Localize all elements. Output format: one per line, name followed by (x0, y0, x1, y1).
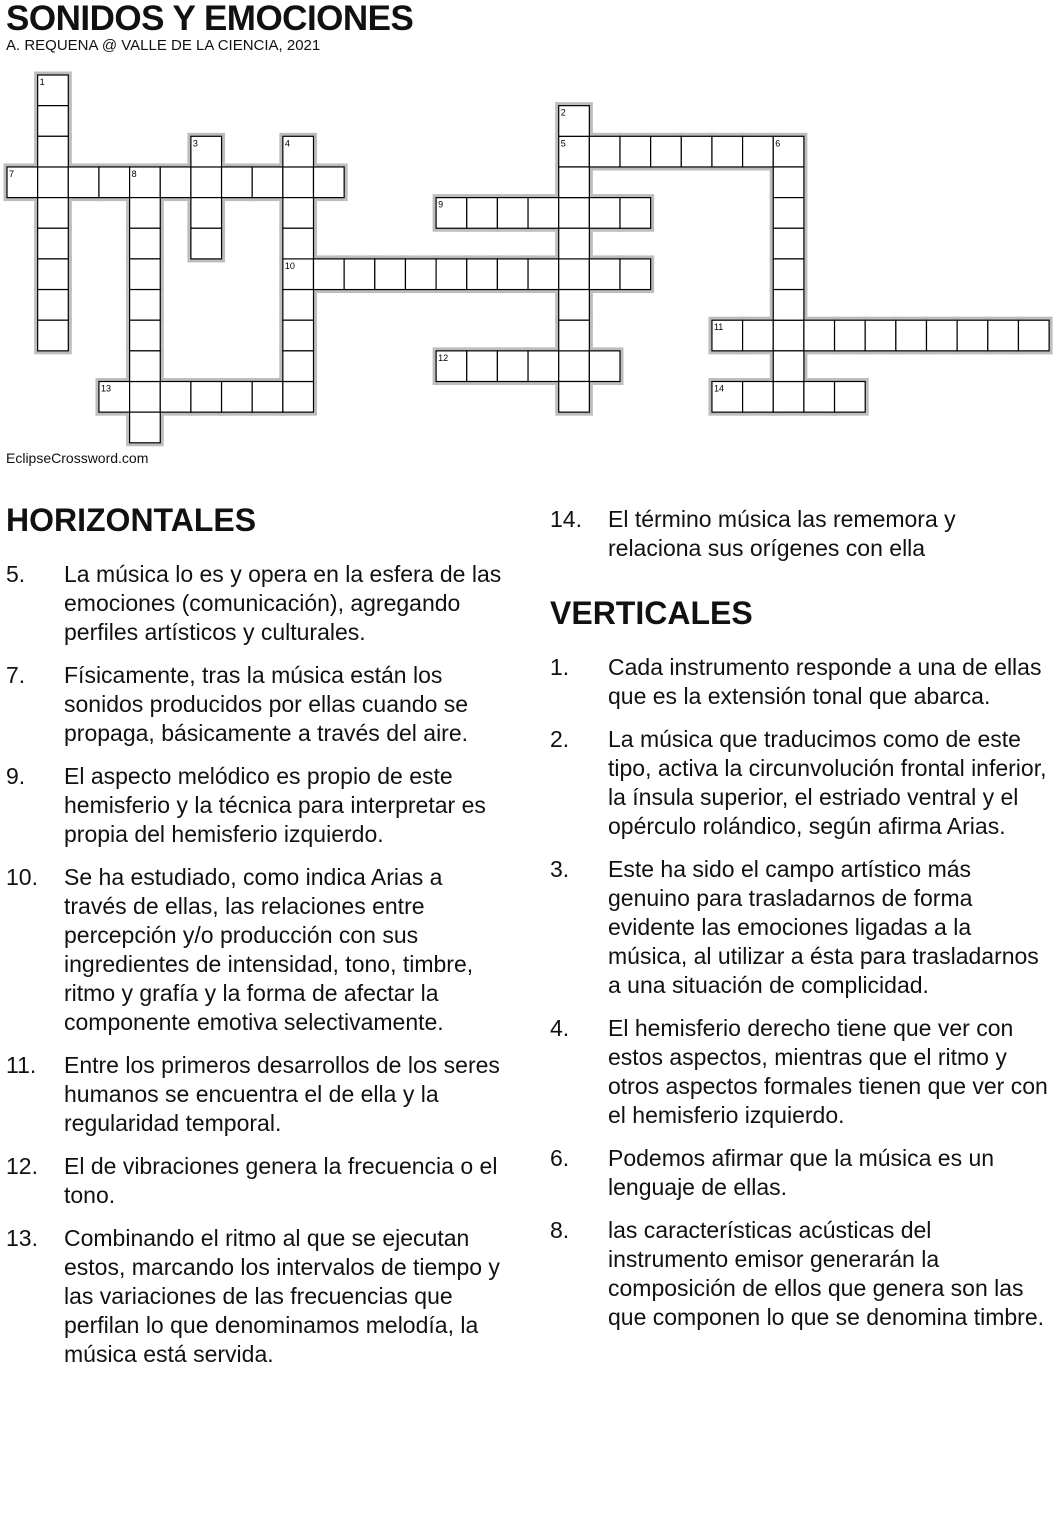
clue-text: las características acústicas del instrumento emisor generarán la composición de ellos que genera son las que componen lo que se denomina timbre. (608, 1217, 1045, 1330)
across-heading: HORIZONTALES (6, 502, 257, 538)
clue-number: 8. (550, 1217, 570, 1243)
crossword-cell[interactable] (467, 198, 498, 229)
down-heading: VERTICALES (550, 595, 753, 631)
crossword-cell[interactable] (589, 259, 620, 290)
crossword-cell[interactable] (130, 259, 161, 290)
across-clue (6, 1152, 506, 1210)
crossword-cell[interactable] (252, 382, 283, 413)
crossword-cell[interactable] (497, 259, 528, 290)
crossword-cell[interactable] (712, 136, 743, 167)
across-clue (6, 762, 506, 849)
cell-number: 3 (192, 138, 198, 149)
clue-number: 14. (550, 506, 582, 532)
clue-text: Podemos afirmar que la música es un lenguaje de ellas. (608, 1145, 995, 1200)
crossword-cell[interactable] (160, 382, 191, 413)
across-clue (6, 661, 506, 748)
crossword-cell[interactable] (497, 198, 528, 229)
crossword-cell[interactable] (743, 136, 774, 167)
clue-number: 1. (550, 654, 570, 680)
clue-text: Entre los primeros desarrollos de los seres humanos se encuentra el de ella y la regularidad temporal. (64, 1052, 500, 1136)
crossword-cell[interactable] (191, 198, 222, 229)
down-clue (550, 1216, 1050, 1332)
clues-left-column (6, 500, 506, 1383)
clue-number: 7. (6, 662, 26, 688)
crossword-cell[interactable] (988, 320, 1019, 351)
crossword-cell[interactable] (160, 167, 191, 198)
crossword-grid (0, 0, 1058, 450)
clue-number: 13. (6, 1225, 38, 1251)
clue-number: 12. (6, 1153, 38, 1179)
cell-number: 6 (775, 138, 781, 149)
crossword-cell[interactable] (130, 320, 161, 351)
across-clue (6, 560, 506, 647)
crossword-cell[interactable] (559, 259, 590, 290)
crossword-cell[interactable] (283, 290, 314, 321)
across-clue-list-continued (550, 505, 1050, 563)
cell-number: 11 (713, 322, 724, 333)
clue-number: 4. (550, 1015, 570, 1041)
clue-number: 3. (550, 856, 570, 882)
crossword-cell[interactable] (681, 136, 712, 167)
crossword-cell[interactable] (344, 259, 375, 290)
crossword-cell[interactable] (99, 167, 130, 198)
page-title: SONIDOS Y EMOCIONES (6, 0, 414, 38)
crossword-cell[interactable] (773, 290, 804, 321)
clue-text: Cada instrumento responde a una de ellas que es la extensión tonal que abarca. (608, 654, 1042, 709)
crossword-cell[interactable] (130, 198, 161, 229)
crossword-cell[interactable] (865, 320, 896, 351)
clue-text: Físicamente, tras la música están los sonidos producidos por ellas cuando se propaga, básicamente a través del aire. (64, 662, 469, 746)
down-clue (550, 855, 1050, 1000)
crossword-cell[interactable] (38, 320, 69, 351)
crossword-cell[interactable] (773, 382, 804, 413)
crossword-cell[interactable] (620, 198, 651, 229)
crossword-cell[interactable] (467, 351, 498, 382)
crossword-cell[interactable] (222, 167, 253, 198)
cell-number: 10 (284, 260, 295, 271)
crossword-cell[interactable] (497, 351, 528, 382)
across-clue (550, 505, 1050, 563)
crossword-cell[interactable] (283, 167, 314, 198)
crossword-cell[interactable] (559, 382, 590, 413)
crossword-cell[interactable] (896, 320, 927, 351)
crossword-cell[interactable] (314, 167, 345, 198)
crossword-cell[interactable] (743, 382, 774, 413)
down-clue (550, 653, 1050, 711)
across-clue (6, 1224, 506, 1369)
crossword-cell[interactable] (559, 351, 590, 382)
crossword-cell[interactable] (773, 198, 804, 229)
crossword-cell[interactable] (38, 136, 69, 167)
crossword-cell[interactable] (620, 259, 651, 290)
crossword-cell[interactable] (252, 167, 283, 198)
crossword-cell[interactable] (405, 259, 436, 290)
crossword-cell[interactable] (559, 320, 590, 351)
crossword-cell[interactable] (191, 228, 222, 259)
cell-number: 13 (100, 383, 111, 394)
crossword-cell[interactable] (130, 382, 161, 413)
crossword-cell[interactable] (528, 198, 559, 229)
clues-right-column (550, 505, 1050, 1346)
crossword-cell[interactable] (957, 320, 988, 351)
crossword-cell[interactable] (130, 228, 161, 259)
cell-number: 14 (713, 383, 724, 394)
crossword-cell[interactable] (38, 106, 69, 137)
crossword-cell[interactable] (314, 259, 345, 290)
clue-text: El hemisferio derecho tiene que ver con estos aspectos, mientras que el ritmo y otros aspectos formales tienen que ver con el hemisferio izquierdo. (608, 1015, 1048, 1128)
crossword-cell[interactable] (589, 351, 620, 382)
clue-number: 5. (6, 561, 26, 587)
clue-text: La música que traducimos como de este tipo, activa la circunvolución frontal inferior, la ínsula superior, el estriado ventral y el opérculo rolándico, según afirma Arias. (608, 726, 1047, 839)
crossword-cell[interactable] (1018, 320, 1049, 351)
down-clue (550, 1144, 1050, 1202)
crossword-cell[interactable] (773, 228, 804, 259)
crossword-cell[interactable] (835, 320, 866, 351)
down-clue (550, 725, 1050, 841)
across-clue-list (6, 560, 506, 1369)
crossword-cell[interactable] (773, 259, 804, 290)
down-clue (550, 1014, 1050, 1130)
crossword-cell[interactable] (804, 382, 835, 413)
cell-number: 4 (284, 138, 290, 149)
cell-number: 2 (560, 107, 566, 118)
crossword-cell[interactable] (773, 320, 804, 351)
crossword-cell[interactable] (130, 412, 161, 443)
crossword-cell[interactable] (620, 136, 651, 167)
crossword-cell[interactable] (191, 382, 222, 413)
crossword-cell[interactable] (68, 167, 99, 198)
crossword-cell[interactable] (283, 198, 314, 229)
crossword-cell[interactable] (927, 320, 958, 351)
crossword-cell[interactable] (283, 351, 314, 382)
page-subtitle: A. REQUENA @ VALLE DE LA CIENCIA, 2021 (6, 37, 321, 54)
down-clue-list (550, 653, 1050, 1332)
crossword-cell[interactable] (375, 259, 406, 290)
crossword-cell[interactable] (559, 228, 590, 259)
crossword-cell[interactable] (38, 198, 69, 229)
crossword-cell[interactable] (130, 351, 161, 382)
cell-number: 8 (131, 168, 137, 179)
clue-text: El aspecto melódico es propio de este hemisferio y la técnica para interpretar es propia del hemisferio izquierdo. (64, 763, 486, 847)
clue-text: Este ha sido el campo artístico más genuino para trasladarnos de forma evidente las emociones ligadas a la música, al utilizar a ésta para trasladarnos a una situación de complicidad. (608, 856, 1039, 998)
clue-number: 11. (6, 1052, 37, 1078)
crossword-cell[interactable] (743, 320, 774, 351)
crossword-cell[interactable] (589, 136, 620, 167)
crossword-cell[interactable] (436, 259, 467, 290)
clue-number: 6. (550, 1145, 570, 1171)
crossword-cell[interactable] (528, 259, 559, 290)
crossword-cell[interactable] (38, 259, 69, 290)
crossword-cell[interactable] (283, 228, 314, 259)
clue-number: 10. (6, 864, 38, 890)
crossword-cell[interactable] (589, 198, 620, 229)
crossword-cell[interactable] (130, 290, 161, 321)
across-clue (6, 1051, 506, 1138)
cell-number: 5 (560, 138, 566, 149)
credit-text: EclipseCrossword.com (6, 450, 149, 466)
crossword-cell[interactable] (283, 320, 314, 351)
cell-number: 7 (9, 168, 15, 179)
crossword-cell[interactable] (559, 290, 590, 321)
crossword-cell[interactable] (38, 228, 69, 259)
cell-number: 12 (438, 352, 449, 363)
clue-text: El término música las rememora y relaciona sus orígenes con ella (608, 506, 956, 561)
clue-text: Combinando el ritmo al que se ejecutan estos, marcando los intervalos de tiempo y las variaciones de las frecuencias que perfilan lo que denominamos melodía, la música está servida. (64, 1225, 500, 1367)
clue-number: 2. (550, 726, 570, 752)
crossword-cell[interactable] (651, 136, 682, 167)
crossword-cell[interactable] (559, 167, 590, 198)
crossword-cell[interactable] (38, 290, 69, 321)
across-clue (6, 863, 506, 1037)
crossword-cell[interactable] (528, 351, 559, 382)
crossword-cell[interactable] (773, 167, 804, 198)
crossword-cell[interactable] (559, 198, 590, 229)
crossword-cell[interactable] (38, 167, 69, 198)
crossword-cell[interactable] (835, 382, 866, 413)
crossword-cell[interactable] (191, 167, 222, 198)
crossword-cell[interactable] (773, 351, 804, 382)
crossword-cell[interactable] (283, 382, 314, 413)
crossword-cell[interactable] (467, 259, 498, 290)
clue-text: La música lo es y opera en la esfera de las emociones (comunicación), agregando perfiles artísticos y culturales. (64, 561, 502, 645)
crossword-cell[interactable] (222, 382, 253, 413)
cell-number: 9 (438, 199, 444, 210)
clue-text: El de vibraciones genera la frecuencia o el tono. (64, 1153, 498, 1208)
clue-text: Se ha estudiado, como indica Arias a través de ellas, las relaciones entre percepción y/o producción con sus ingredientes de intensidad, tono, timbre, ritmo y grafía y la forma de afectar la componente emotiva selectivamente. (64, 864, 474, 1035)
crossword-cell[interactable] (804, 320, 835, 351)
clue-number: 9. (6, 763, 26, 789)
cell-number: 1 (39, 77, 45, 87)
